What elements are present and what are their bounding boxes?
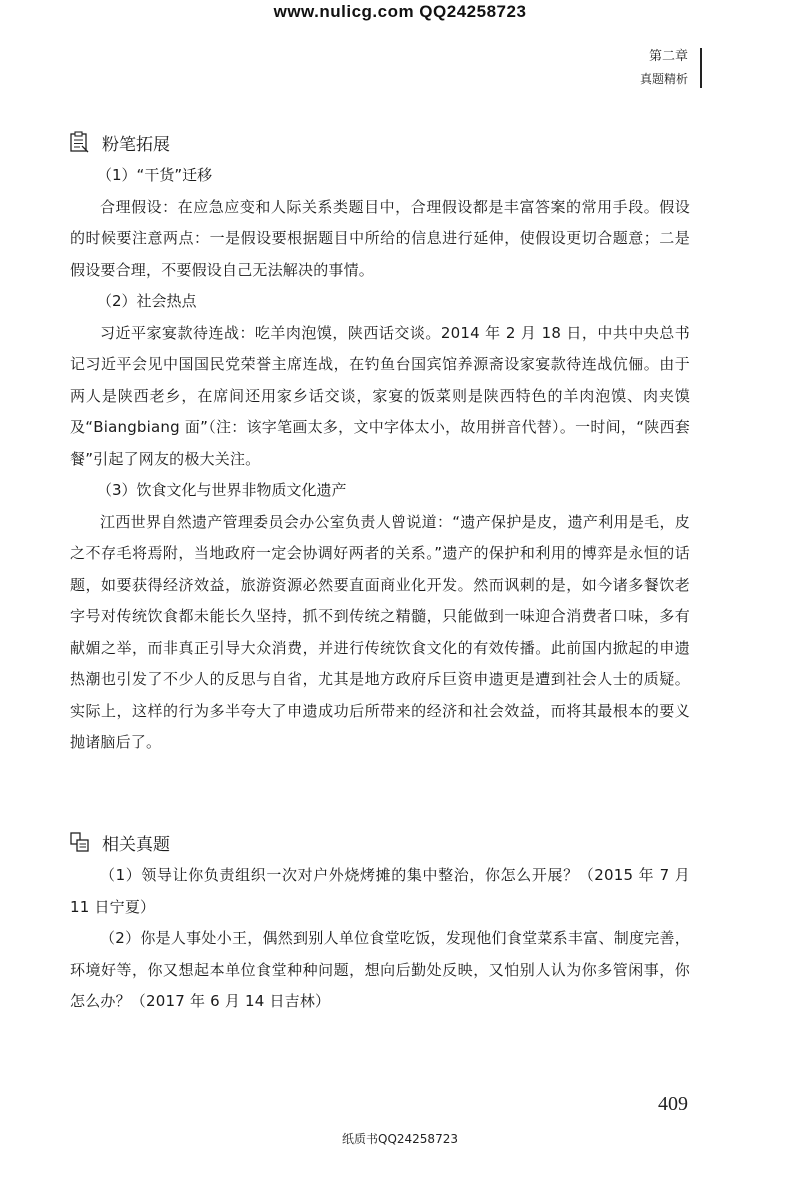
question-1: （1）领导让你负责组织一次对户外烧烤摊的集中整治，你怎么开展？（2015 年 7 月 11 日宁夏） bbox=[70, 866, 690, 916]
document-icon bbox=[70, 831, 90, 853]
section-body-extension bbox=[70, 160, 690, 759]
watermark-top: www.nulicg.com QQ24258723 bbox=[273, 2, 527, 21]
section-title: 相关真题 bbox=[102, 834, 170, 855]
chapter-label: 第二章 bbox=[648, 49, 688, 64]
running-head bbox=[640, 46, 688, 90]
subheading-1: （1）“干货”迁移 bbox=[97, 166, 213, 184]
paragraph-3: 江西世界自然遗产管理委员会办公室负责人曾说道：“遗产保护是皮，遗产利用是毛，皮之不存毛将焉附，当地政府一定会协调好两者的关系。”遗产的保护和利用的博弈是永恒的话题，如要获得经济效益，旅游资源必然要直面商业化开发。然而讽刺的是，如今诸多餐饮老字号对传统饮食都未能长久坚持，抓不到传统之精髓，只能做到一味迎合消费者口味，多有献媚之举，而非真正引导大众消费，并进行传统饮食文化的有效传播。此前国内掀起的申遗热潮也引发了不少人的反思与自省，尤其是地方政府斥巨资申遗更是遭到社会人士的质疑。实际上，这样的行为多半夸大了申遗成功后所带来的经济和社会效益，而将其最根本的要义抛诸脑后了。 bbox=[70, 512, 690, 751]
section-heading-questions bbox=[70, 830, 170, 854]
paragraph-1: 合理假设：在应急应变和人际关系类题目中，合理假设都是丰富答案的常用手段。假设的时候要注意两点：一是假设要根据题目中所给的信息进行延伸，使假设更切合题意；二是假设要合理，不要假设自己无法解决的事情。 bbox=[70, 197, 690, 279]
question-2: （2）你是人事处小王，偶然到别人单位食堂吃饭，发现他们食堂菜系丰富、制度完善，环境好等，你又想起本单位食堂种种问题，想向后勤处反映，又怕别人认为你多管闲事，你怎么办？（2017 年 6 月 14 日吉林） bbox=[70, 929, 690, 1010]
section-title: 粉笔拓展 bbox=[102, 134, 170, 155]
subheading-3: （3）饮食文化与世界非物质文化遗产 bbox=[97, 481, 347, 499]
section-body-questions bbox=[70, 860, 690, 1018]
section-heading-extension bbox=[70, 130, 170, 154]
paragraph-2: 习近平家宴款待连战：吃羊肉泡馍，陕西话交谈。2014 年 2 月 18 日，中共中央总书记习近平会见中国国民党荣誉主席连战，在钓鱼台国宾馆养源斋设家宴款待连战伉俪。由于两人是陕西老乡，在席间还用家乡话交谈，家宴的饭菜则是陕西特色的羊肉泡馍、肉夹馍及“Biangbiang 面”（注：该字笔画太多，文中字体太小，故用拼音代替）。一时间，“陕西套餐”引起了网友的极大关注。 bbox=[70, 323, 690, 468]
book-icon bbox=[70, 131, 90, 153]
running-head-divider bbox=[700, 48, 702, 88]
watermark-bottom: 纸质书QQ24258723 bbox=[342, 1132, 458, 1146]
page-number: 409 bbox=[658, 1093, 688, 1115]
subheading-2: （2）社会热点 bbox=[97, 292, 197, 310]
chapter-title: 真题精析 bbox=[639, 72, 688, 86]
